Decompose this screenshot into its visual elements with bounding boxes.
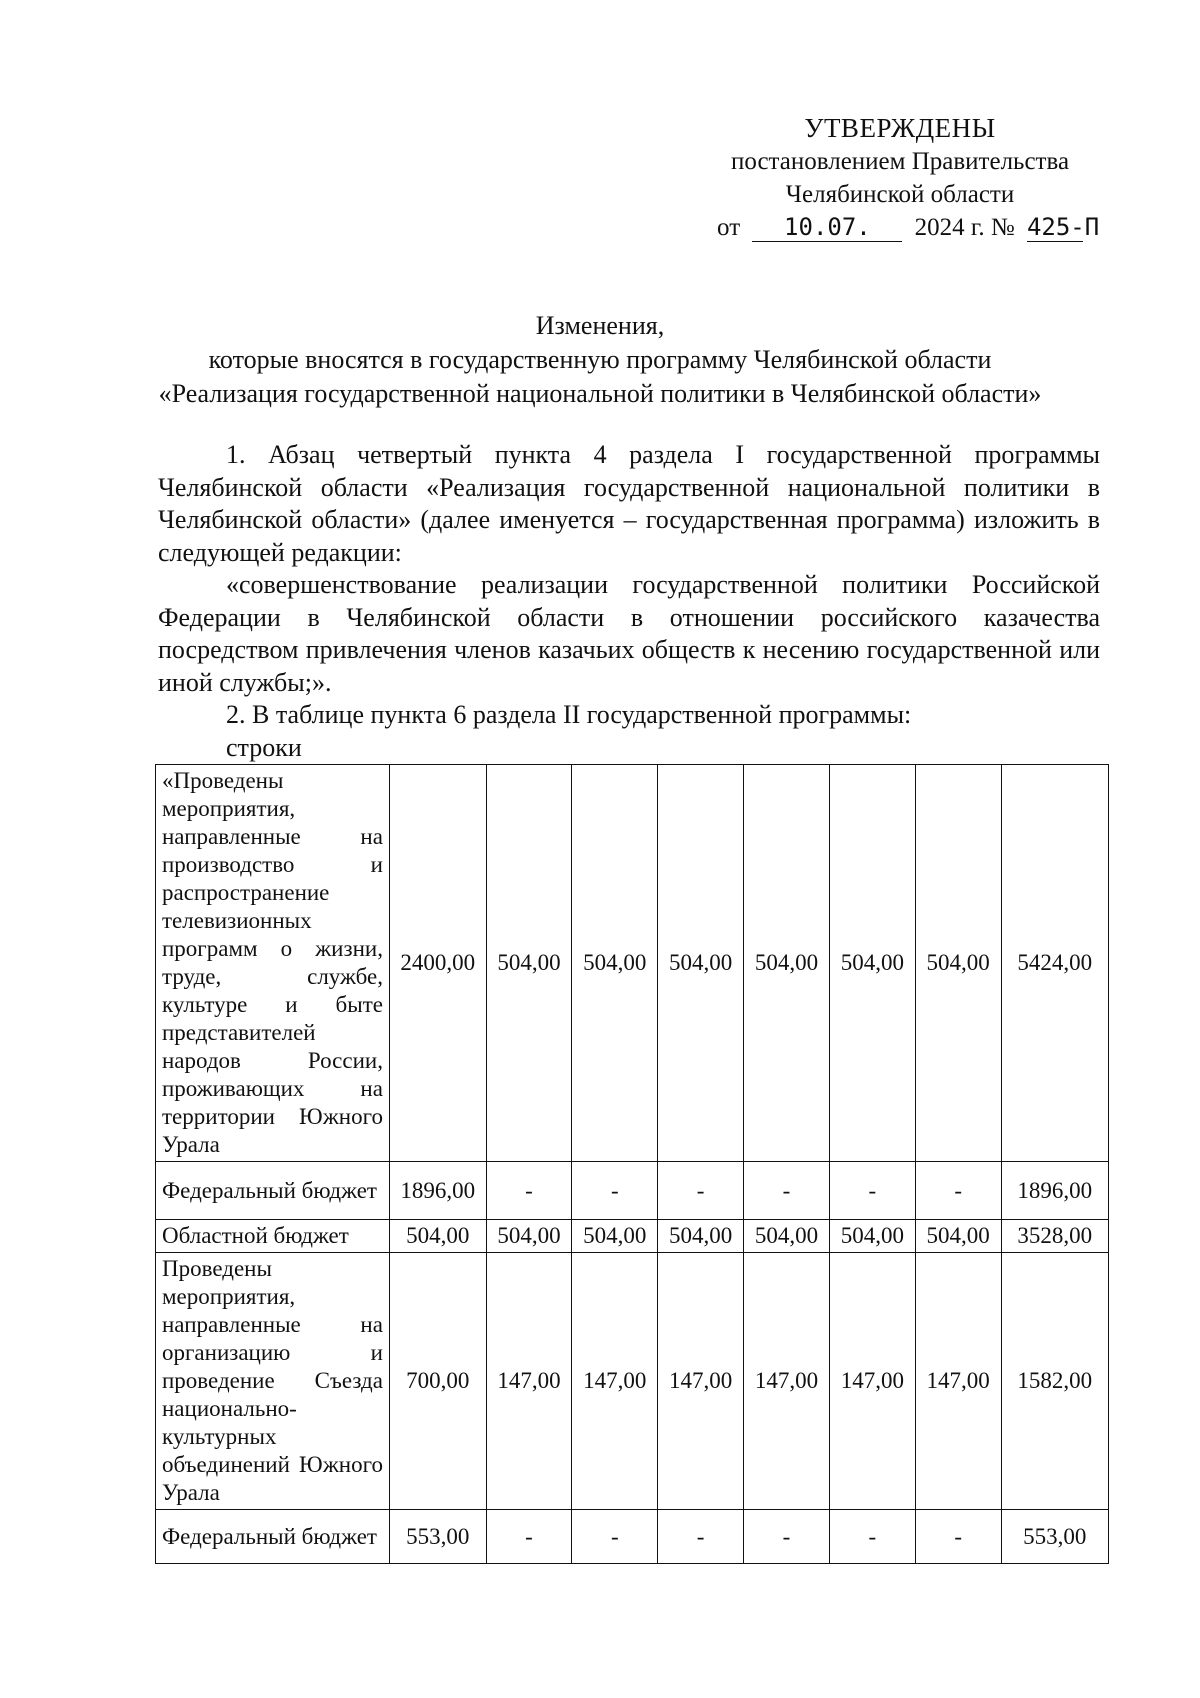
value-cell: 504,00 [829,765,915,1162]
value-cell: - [486,1510,572,1564]
document-heading [100,309,1100,411]
value-cell: 504,00 [658,1220,744,1253]
resolution-number: 425-П [1026,213,1100,241]
table-row [156,1510,1109,1564]
approval-line-2: Челябинской области [785,181,1015,208]
heading-line-1: Изменения, [535,311,665,340]
value-cell: - [572,1510,658,1564]
value-cell: 553,00 [389,1510,486,1564]
paragraph-item-1: 1. Абзац четвертый пункта 4 раздела I государственной программы Челябинской области «Реализация государственной национальной политики в Челябинской области» (далее именуется – государственная программа) изложить в следующей редакции: [158,440,1100,567]
paragraph-item-2: 2. В таблице пункта 6 раздела II государственной программы: [226,700,912,729]
budget-table [155,764,1109,1564]
value-cell: 504,00 [829,1220,915,1253]
value-cell: 147,00 [744,1253,830,1510]
heading-line-2: которые вносятся в государственную программу Челябинской области [208,345,992,374]
table-row [156,1253,1109,1510]
year-text: 2024 г. № [914,214,1015,241]
table-row [156,1162,1109,1220]
value-cell: - [915,1162,1001,1220]
value-cell: 147,00 [486,1253,572,1510]
row-label: Проведены мероприятия, направленные на организацию и проведение Съезда национально-культурных объединений Южного Урала [156,1253,390,1510]
value-cell: 504,00 [389,1220,486,1253]
approval-stamp [700,112,1100,244]
row-total-cell: 553,00 [1001,1510,1108,1564]
paragraph-item-2-sub: строки [226,732,302,762]
value-cell: 504,00 [658,765,744,1162]
value-cell: 504,00 [572,1220,658,1253]
value-cell: 147,00 [572,1253,658,1510]
approval-line-1: постановлением Правительства [730,148,1070,175]
approval-title: УТВЕРЖДЕНЫ [804,113,996,143]
row-label: Федеральный бюджет [156,1510,390,1564]
value-cell: 504,00 [744,765,830,1162]
value-cell: 504,00 [915,1220,1001,1253]
value-cell: - [658,1510,744,1564]
row-label: Областной бюджет [156,1220,390,1253]
row-total-cell: 1582,00 [1001,1253,1108,1510]
table-row [156,765,1109,1162]
approval-date-line [700,211,1100,244]
value-cell: - [829,1162,915,1220]
value-cell: - [658,1162,744,1220]
row-label: «Проведены мероприятия, направленные на производство и распространение телевизионных программ о жизни, труде, службе, культуре и быте представителей народов России, проживающих на территории Южного Урала [156,765,390,1162]
row-total-cell: 5424,00 [1001,765,1108,1162]
date-prefix: от [717,214,741,241]
value-cell: - [744,1510,830,1564]
value-cell: 147,00 [915,1253,1001,1510]
table-row [156,1220,1109,1253]
heading-line-3: «Реализация государственной национальной политики в Челябинской области» [158,379,1042,408]
value-cell: 700,00 [389,1253,486,1510]
row-label: Федеральный бюджет [156,1162,390,1220]
value-cell: 147,00 [829,1253,915,1510]
value-cell: 1896,00 [389,1162,486,1220]
value-cell: - [915,1510,1001,1564]
value-cell: 504,00 [486,1220,572,1253]
value-cell: 2400,00 [389,765,486,1162]
value-cell: 147,00 [658,1253,744,1510]
row-total-cell: 3528,00 [1001,1220,1108,1253]
paragraph-item-1-quote: «совершенствование реализации государственной политики Российской Федерации в Челябинской области в отношении российского казачества посредством привлечения членов казачьих обществ к несению государственной или иной службы;». [158,570,1100,697]
value-cell: 504,00 [915,765,1001,1162]
value-cell: 504,00 [486,765,572,1162]
value-cell: 504,00 [744,1220,830,1253]
value-cell: 504,00 [572,765,658,1162]
value-cell: - [744,1162,830,1220]
value-cell: - [486,1162,572,1220]
document-body [158,439,1100,764]
row-total-cell: 1896,00 [1001,1162,1108,1220]
value-cell: - [829,1510,915,1564]
value-cell: - [572,1162,658,1220]
date-value: 10.07. [752,213,902,242]
